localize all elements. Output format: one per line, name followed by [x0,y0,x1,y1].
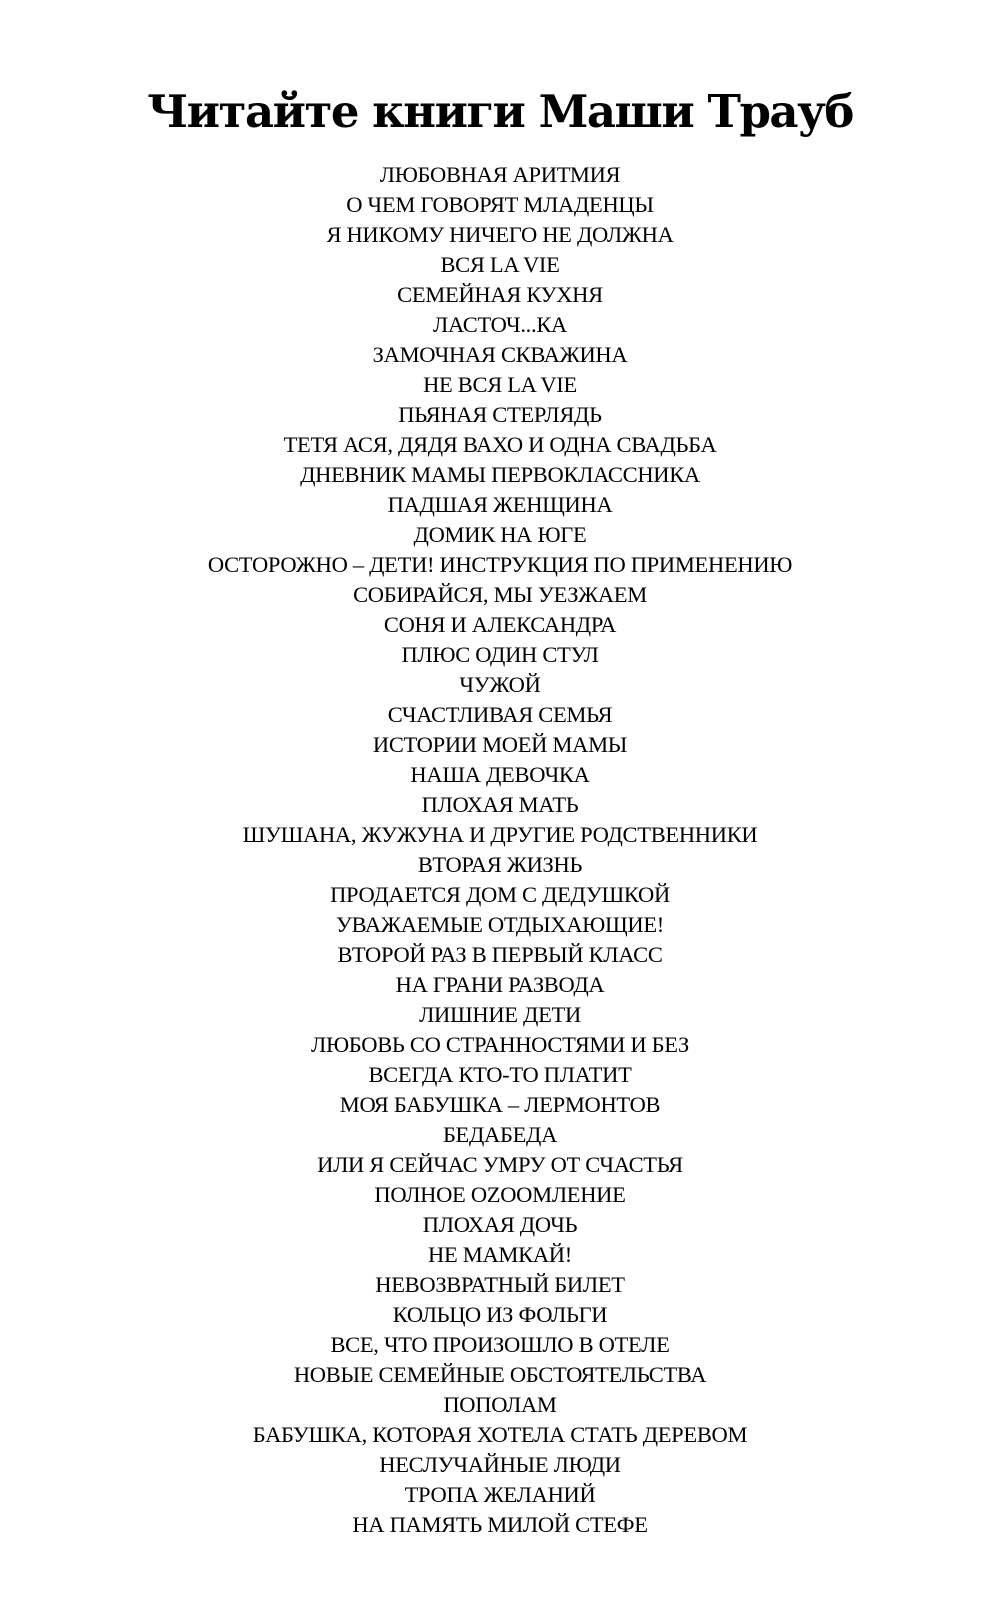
book-list [0,160,1000,1540]
book-title: КОЛЬЦО ИЗ ФОЛЬГИ [392,1302,608,1327]
book-title: ВСЯ LA VIE [440,252,560,277]
book-title: ЛЮБОВНАЯ АРИТМИЯ [379,162,621,187]
book-title: ПЛЮС ОДИН СТУЛ [401,642,599,667]
book-title: ДНЕВНИК МАМЫ ПЕРВОКЛАССНИКА [300,462,700,487]
book-title: НЕ МАМКАЙ! [428,1242,572,1267]
book-title: СЧАСТЛИВАЯ СЕМЬЯ [387,702,613,727]
book-title: СЕМЕЙНАЯ КУХНЯ [397,282,603,307]
book-title: ЗАМОЧНАЯ СКВАЖИНА [372,342,628,367]
book-title: ЧУЖОЙ [459,672,541,697]
book-title: ЛЮБОВЬ СО СТРАННОСТЯМИ И БЕЗ [311,1032,689,1057]
book-title: ВТОРОЙ РАЗ В ПЕРВЫЙ КЛАСС [337,942,663,967]
book-title: ВСЕГДА КТО-ТО ПЛАТИТ [368,1062,632,1087]
book-title: ДОМИК НА ЮГЕ [413,522,587,547]
book-title: ШУШАНА, ЖУЖУНА И ДРУГИЕ РОДСТВЕННИКИ [242,822,758,847]
book-title: ПЬЯНАЯ СТЕРЛЯДЬ [398,402,602,427]
book-title: ПАДШАЯ ЖЕНЩИНА [387,492,613,517]
book-title: О ЧЕМ ГОВОРЯТ МЛАДЕНЦЫ [346,192,654,217]
book-title: НОВЫЕ СЕМЕЙНЫЕ ОБСТОЯТЕЛЬСТВА [293,1362,707,1387]
book-title: ПОПОЛАМ [443,1392,557,1417]
book-title: ТЕТЯ АСЯ, ДЯДЯ ВАХО И ОДНА СВАДЬБА [283,432,717,457]
book-title: ИЛИ Я СЕЙЧАС УМРУ ОТ СЧАСТЬЯ [317,1152,683,1177]
book-title: НА ГРАНИ РАЗВОДА [395,972,605,997]
book-title: ПЛОХАЯ ДОЧЬ [422,1212,578,1237]
book-title: НАША ДЕВОЧКА [410,762,590,787]
book-title: СОБИРАЙСЯ, МЫ УЕЗЖАЕМ [353,582,647,607]
book-title: ВСЕ, ЧТО ПРОИЗОШЛО В ОТЕЛЕ [330,1332,670,1357]
book-title: ПРОДАЕТСЯ ДОМ С ДЕДУШКОЙ [330,882,670,907]
book-title: ИСТОРИИ МОЕЙ МАМЫ [372,732,628,757]
book-title: ВТОРАЯ ЖИЗНЬ [417,852,583,877]
book-title: ПОЛНОЕ OZOOМЛЕНИЕ [374,1182,626,1207]
book-title: НЕВОЗВРАТНЫЙ БИЛЕТ [375,1272,625,1297]
book-title: БАБУШКА, КОТОРАЯ ХОТЕЛА СТАТЬ ДЕРЕВОМ [252,1422,748,1447]
page-title: Читайте книги Маши Трауб [147,85,853,138]
book-title: ТРОПА ЖЕЛАНИЙ [404,1482,596,1507]
book-title: ЛАСТОЧ...КА [433,312,567,337]
book-title: БЕДАБЕДА [442,1122,558,1147]
book-title: ПЛОХАЯ МАТЬ [421,792,579,817]
book-title: НЕ ВСЯ LA VIE [423,372,577,397]
book-title: ОСТОРОЖНО – ДЕТИ! ИНСТРУКЦИЯ ПО ПРИМЕНЕНИЮ [207,552,793,577]
book-title: МОЯ БАБУШКА – ЛЕРМОНТОВ [339,1092,661,1117]
book-title: УВАЖАЕМЫЕ ОТДЫХАЮЩИЕ! [336,912,664,937]
book-title: НЕСЛУЧАЙНЫЕ ЛЮДИ [379,1452,621,1477]
book-title: НА ПАМЯТЬ МИЛОЙ СТЕФЕ [352,1512,648,1537]
book-title: СОНЯ И АЛЕКСАНДРА [383,612,617,637]
book-title: Я НИКОМУ НИЧЕГО НЕ ДОЛЖНА [326,222,674,247]
book-title: ЛИШНИЕ ДЕТИ [419,1002,581,1027]
